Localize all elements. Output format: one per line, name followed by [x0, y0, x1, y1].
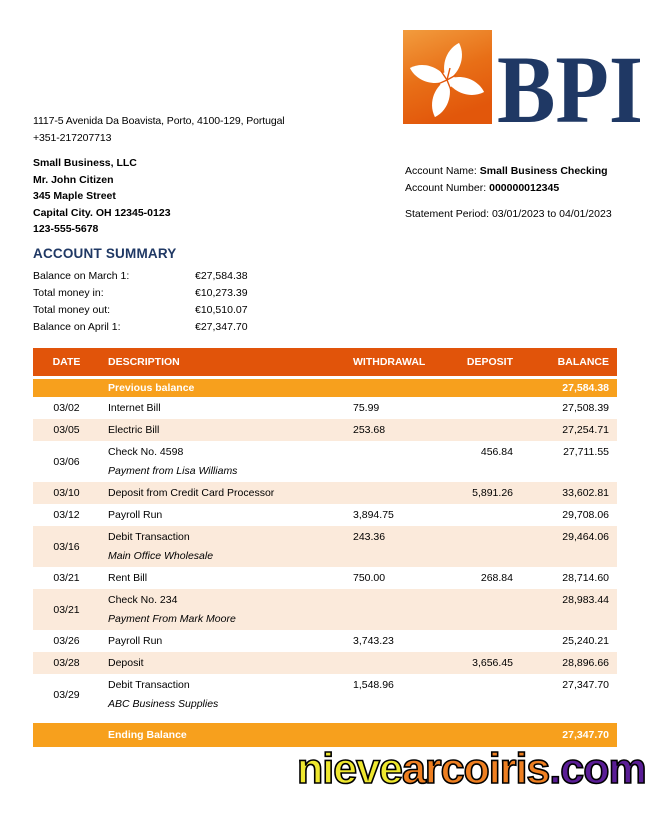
transaction-note: Payment From Mark Moore: [108, 613, 236, 625]
header-withdrawal: WITHDRAWAL: [345, 348, 455, 378]
summary-value: €27,347.70: [195, 321, 248, 333]
cell-balance: 28,714.60: [521, 567, 617, 589]
cell-balance: 25,240.21: [521, 630, 617, 652]
bpi-flower-icon: [403, 30, 492, 124]
ending-balance-row: [33, 723, 617, 747]
transaction-title: Deposit from Credit Card Processor: [108, 487, 275, 499]
transaction-title: Electric Bill: [108, 424, 160, 436]
cell-date: 03/06: [33, 441, 100, 482]
summary-label: Total money in:: [33, 287, 104, 299]
cell-date: 03/21: [33, 589, 100, 630]
cell-description: [100, 419, 345, 441]
cell-balance: 27,347.70: [521, 674, 617, 715]
cell-withdrawal: 3,743.23: [345, 630, 455, 652]
bank-phone: +351-217207713: [33, 132, 112, 144]
account-summary: [33, 268, 248, 336]
cell-description: [100, 652, 345, 674]
cell-balance: 27,711.55: [521, 441, 617, 482]
cell-withdrawal: [345, 589, 455, 630]
transaction-title: Internet Bill: [108, 402, 161, 414]
table-row: [33, 397, 617, 419]
cell-withdrawal: 75.99: [345, 397, 455, 419]
spacer-cell: [33, 715, 617, 723]
cell-withdrawal: 750.00: [345, 567, 455, 589]
cell-date: 03/21: [33, 567, 100, 589]
summary-row: [33, 268, 248, 285]
account-name-value: Small Business Checking: [479, 165, 608, 177]
transaction-title: Rent Bill: [108, 572, 148, 584]
table-row: [33, 482, 617, 504]
table-row: [33, 652, 617, 674]
cell-deposit: [455, 419, 521, 441]
cell-description: [100, 397, 345, 419]
transaction-note: Main Office Wholesale: [108, 550, 214, 562]
transaction-title: Payroll Run: [108, 635, 163, 647]
table-row: [33, 441, 617, 482]
cell-date: [33, 378, 100, 398]
transaction-title: Debit Transaction: [108, 679, 190, 691]
transaction-title: Debit Transaction: [108, 531, 190, 543]
summary-row: [33, 319, 248, 336]
bank-address-line: 1117-5 Avenida Da Boavista, Porto, 4100-129, Portugal: [33, 115, 285, 127]
watermark-segment: .com: [549, 745, 646, 793]
cell-date: 03/10: [33, 482, 100, 504]
cell-date: 03/28: [33, 652, 100, 674]
cell-deposit: [455, 589, 521, 630]
customer-address-block: [33, 155, 171, 238]
cell-withdrawal: 1,548.96: [345, 674, 455, 715]
cell-balance: 28,896.66: [521, 652, 617, 674]
cell-withdrawal: [345, 482, 455, 504]
summary-label: Balance on April 1:: [33, 321, 121, 333]
cell-deposit: 268.84: [455, 567, 521, 589]
cell-description: [100, 674, 345, 715]
account-summary-title: ACCOUNT SUMMARY: [33, 246, 177, 261]
cell-balance: 33,602.81: [521, 482, 617, 504]
cell-deposit: [455, 397, 521, 419]
cell-deposit: 456.84: [455, 441, 521, 482]
transaction-title: Check No. 4598: [108, 446, 184, 458]
summary-value: €10,510.07: [195, 304, 248, 316]
header-date: DATE: [33, 348, 100, 378]
cell-withdrawal: [345, 723, 455, 747]
statement-period: Statement Period: 03/01/2023 to 04/01/2023: [405, 208, 612, 220]
summary-label: Total money out:: [33, 304, 111, 316]
cell-withdrawal: [345, 378, 455, 398]
watermark-segment: nieve: [297, 745, 402, 793]
customer-city: Capital City. OH 12345-0123: [33, 206, 171, 219]
ending-balance-label: Ending Balance: [100, 723, 345, 747]
table-row: [33, 674, 617, 715]
watermark-segment: arcoiris: [401, 745, 550, 793]
customer-company: Small Business, LLC: [33, 157, 137, 169]
bpi-logo-text: [495, 28, 647, 126]
table-row: [33, 567, 617, 589]
cell-deposit: [455, 630, 521, 652]
account-name-row: [405, 163, 612, 180]
header-balance: BALANCE: [521, 348, 617, 378]
transactions-table: [33, 348, 617, 747]
cell-deposit: 5,891.26: [455, 482, 521, 504]
bpi-logo: [403, 30, 647, 126]
table-row: [33, 504, 617, 526]
account-number-value: 000000012345: [489, 182, 560, 194]
bank-address-block: [33, 113, 285, 147]
cell-withdrawal: 253.68: [345, 419, 455, 441]
cell-deposit: [455, 723, 521, 747]
cell-date: 03/05: [33, 419, 100, 441]
cell-description: [100, 526, 345, 567]
cell-withdrawal: [345, 441, 455, 482]
customer-street: 345 Maple Street: [33, 190, 116, 203]
cell-date: 03/12: [33, 504, 100, 526]
summary-value: €27,584.38: [195, 270, 248, 282]
transactions-header: [33, 348, 617, 378]
transaction-title: Check No. 234: [108, 594, 178, 606]
transactions-body: [33, 378, 617, 748]
account-name-label: Account Name:: [405, 165, 477, 177]
account-info-block: [405, 163, 612, 223]
previous-balance-label: Previous balance: [100, 378, 345, 398]
cell-deposit: [455, 504, 521, 526]
cell-balance: 27,254.71: [521, 419, 617, 441]
account-number-label: Account Number:: [405, 182, 487, 194]
header-description: DESCRIPTION: [100, 348, 345, 378]
previous-balance-amount: 27,584.38: [521, 378, 617, 398]
cell-date: 03/02: [33, 397, 100, 419]
transaction-title: Deposit: [108, 657, 144, 669]
cell-date: 03/29: [33, 674, 100, 715]
cell-description: [100, 567, 345, 589]
summary-row: [33, 302, 248, 319]
cell-description: [100, 441, 345, 482]
cell-balance: 29,708.06: [521, 504, 617, 526]
table-row: [33, 589, 617, 630]
summary-value: €10,273.39: [195, 287, 248, 299]
cell-description: [100, 630, 345, 652]
cell-date: 03/16: [33, 526, 100, 567]
table-row: [33, 630, 617, 652]
cell-description: [100, 589, 345, 630]
customer-name: Mr. John Citizen: [33, 173, 114, 186]
cell-deposit: [455, 674, 521, 715]
summary-row: [33, 285, 248, 302]
cell-withdrawal: 3,894.75: [345, 504, 455, 526]
cell-withdrawal: [345, 652, 455, 674]
cell-deposit: [455, 526, 521, 567]
cell-balance: 27,508.39: [521, 397, 617, 419]
cell-description: [100, 482, 345, 504]
watermark: [297, 745, 646, 793]
cell-balance: 29,464.06: [521, 526, 617, 567]
bpi-brand-text: BPI: [497, 36, 643, 126]
previous-balance-row: [33, 378, 617, 398]
cell-deposit: [455, 378, 521, 398]
transaction-note: Payment from Lisa Williams: [108, 465, 238, 477]
customer-phone: 123-555-5678: [33, 223, 99, 236]
cell-withdrawal: 243.36: [345, 526, 455, 567]
table-row: [33, 526, 617, 567]
table-row: [33, 419, 617, 441]
ending-balance-amount: 27,347.70: [521, 723, 617, 747]
cell-description: [100, 504, 345, 526]
cell-balance: 28,983.44: [521, 589, 617, 630]
account-number-row: [405, 180, 612, 197]
cell-date: [33, 723, 100, 747]
transaction-note: ABC Business Supplies: [108, 698, 219, 710]
spacer-row: [33, 715, 617, 723]
header-row: [33, 348, 617, 378]
cell-deposit: 3,656.45: [455, 652, 521, 674]
header-deposit: DEPOSIT: [455, 348, 521, 378]
summary-label: Balance on March 1:: [33, 270, 130, 282]
transaction-title: Payroll Run: [108, 509, 163, 521]
cell-date: 03/26: [33, 630, 100, 652]
